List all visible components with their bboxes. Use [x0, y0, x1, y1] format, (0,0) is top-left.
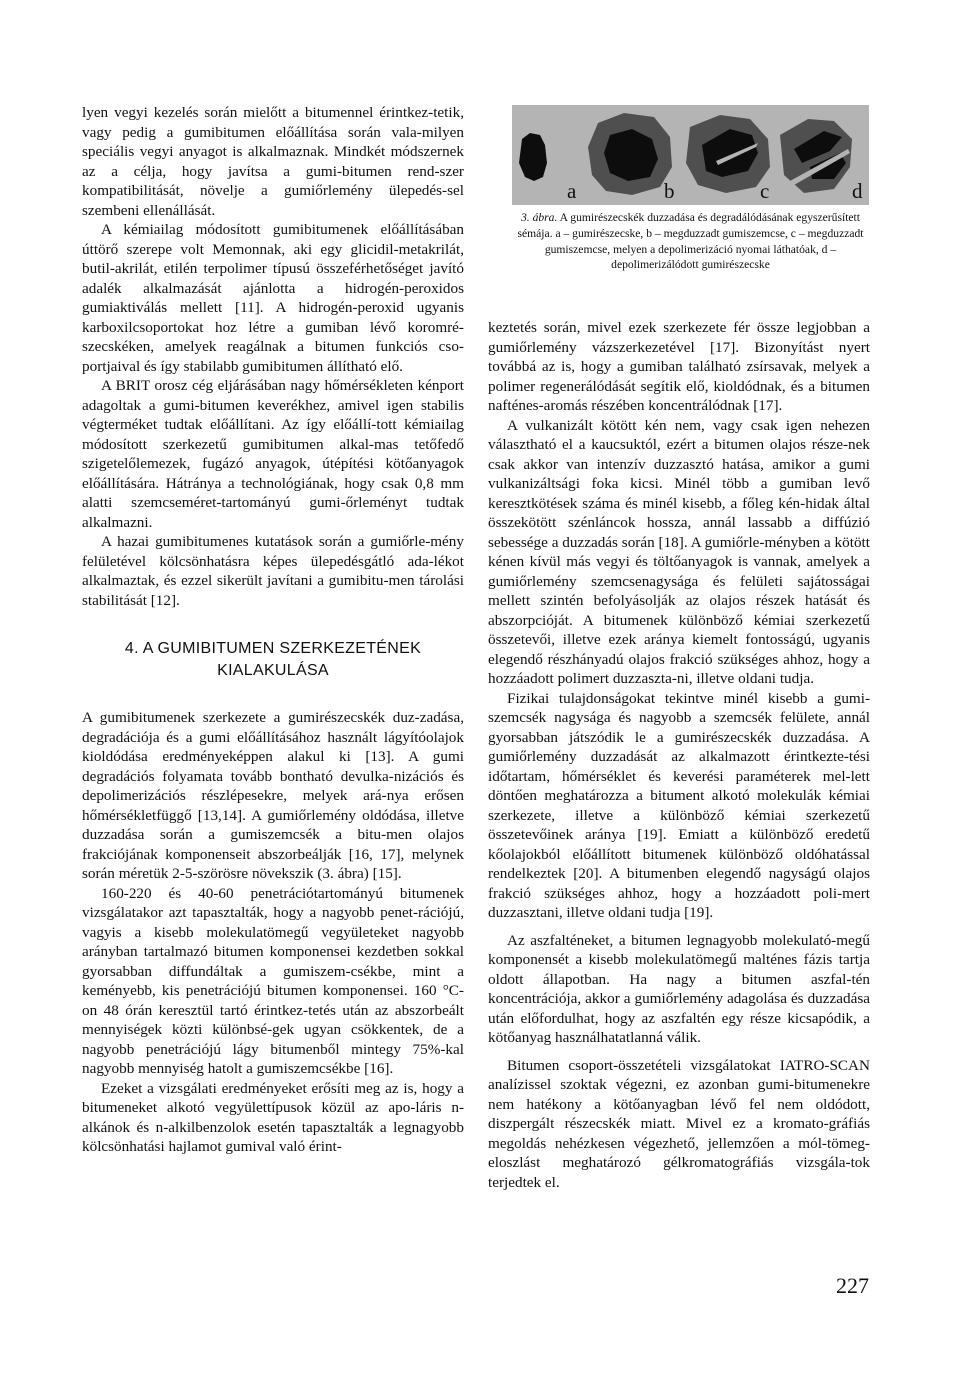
left-column [82, 103, 464, 1157]
paragraph: A BRIT orosz cég eljárásában nagy hőmérsékleten kénport adagoltak a gumi-bitumen keverékhez, amivel igen stabilis végterméket tudtak előállítani. Az így előállí-tott kémiailag módosított szerkezetű gumibitumen alkal-mas tetőfedő szigetelőlemezek, fugázó anyagok, útépítési kötőanyagok előállítására. Hátránya a technológiának, hogy csak 0,8 mm alatti szemcseméret-tartományú gumi-őrleményt tudtak alkalmazni. [82, 377, 464, 531]
figure-caption-text: A gumirészecskék duzzadása és degradálódásának egyszerűsített sémája. a – gumirészecske, b – megduzzadt gumiszemcse, c – megduzzadt gumiszemcse, melyen a depolimerizáció nyomai láthatóak, d – depolimerizálódott gumirészecske [517, 211, 864, 272]
figure-3 [512, 105, 869, 273]
figure-label-d: d [852, 179, 863, 203]
paragraph: keztetés során, mivel ezek szerkezete fér össze legjobban a gumiőrlemény vázszerkezetével [17]. Bizonyítást nyert továbbá az is, hogy a gumiban található zsírsavak, melyek a polimer regenerálódását segítik elő, kioldódnak, és a bitumen nafténes-aromás részében koncentrálódnak [17]. [488, 319, 870, 414]
paragraph: A kémiailag módosított gumibitumenek előállításában úttörő szerepe volt Memonnak, aki egy glicidil-metakrilát, butil-akrilát, etilén terpolimer típusú összeférhetőséget javító adalék alkalmazását ajánlotta a hidrogén-peroxidos gumiaktiválás mellett [11]. A hidrogén-peroxid ugyanis karboxilcsoportokat hoz létre a gumiban lévő koromré-szecskéken, amelyek reagálnak a bitumen funkciós cso-portjaival és így stabilabb gumibitumen állítható elő. [82, 221, 464, 375]
figure-label-a: a [567, 179, 577, 203]
paragraph: Ezeket a vizsgálati eredményeket erősíti meg az is, hogy a bitumeneket alkotó vegyülettípusok közül az apo-láris n-alkánok és n-alkilbenzolok esetén tapasztalták a legnagyobb kölcsönhatási hajlamot gumival való érint- [82, 1079, 464, 1155]
figure-caption-lead: 3. ábra. [520, 211, 558, 224]
figure-label-c: c [760, 179, 770, 203]
paragraph: A hazai gumibitumenes kutatások során a gumiőrle-mény felületével kölcsönhatásra képes ülepedésgátló ada-lékot alkalmaztak, és ezzel sikerült javítani a gumibitu-men tárolási stabilitását [12]. [82, 533, 464, 609]
paragraph: lyen vegyi kezelés során mielőtt a bitumennel érintkez-tetik, vagy pedig a gumibitumen előállítása során vala-milyen speciális vegyi anyagot is alkalmaznak. Mindkét módszernek az a célja, hogy javítsa a gumi-bitumen rend-szer kompatibilitását, növelje a gumiőrlemény ülepedés-sel szembeni ellenállását. [82, 104, 464, 219]
section-heading [82, 638, 464, 682]
paragraph: A vulkanizált kötött kén nem, vagy csak igen nehezen választható el a kaucsuktól, ezért a bitumen olajos része-nek csak akkor van intenzív duzzasztó hatása, amikor a gumi vulkanizáltsági foka kicsi. Minél több a gumiban levő keresztkötések száma és minél kisebb, a főleg kén-hidak által összekötött szénláncok hossza, annál lassabb a diffúzió sebessége a duzzadás során [18]. A gumiőrle-ményben a kötött kénen kívül más vegyi és töltőanyagok is vannak, amelyek a gumiőrlemény szemcsenagysága és felületi sajátosságai mellett szintén befolyásolják az olajos részek hatását és abszorpcióját. A bitumenek különböző kémiai szerkezetű összetevői, illetve ezek aránya kiemelt fontosságú, ugyanis elegendő részhányadú olajos frakció szükséges ahhoz, hogy a hozzáadott polimert duzzaszta-ni, illetve oldani tudja. [488, 416, 870, 687]
page-number: 227 [836, 1273, 869, 1298]
section-heading-line-1: 4. A GUMIBITUMEN SZERKEZETÉNEK [124, 640, 422, 657]
right-column [488, 318, 870, 1192]
figure-image [512, 105, 869, 205]
paragraph: Az aszfalténeket, a bitumen legnagyobb molekulató-megű komponensét a kisebb molekulatömegű malténes fázis tartja oldott állapotban. Ha nagy a bitumen aszfal-tén koncentrációja, akkor a gumiőrlemény adagolása és duzzadása után előfordulhat, hogy az aszfaltén egy része kicsapódik, a kötőanyag használhatatlanná válik. [488, 931, 870, 1046]
figure-label-b: b [664, 179, 675, 203]
paragraph: A gumibitumenek szerkezete a gumirészecskék duz-zadása, degradációja és a gumi előállításához használt lágyítóolajok kioldódása eredményeképpen alakul ki [13]. A gumi degradációs folyamata tovább bontható devulka-nizációs és depolimerizációs részlépesekre, melyek ará-nya erősen hőmérsékletfüggő [13,14]. A gumiőrlemény oldódása, illetve duzzadása során a gumiszemcsék a bitu-men olajos frakciójának komponenseit abszorbeálják [16, 17], melynek során méretük 2-5-szörösre növekszik (3. ábra) [15]. [82, 709, 464, 882]
paragraph: Fizikai tulajdonságokat tekintve minél kisebb a gumi-szemcsék nagysága és nagyobb a szemcsék felülete, annál gyorsabban játszódik le a gumirészecskék duzzadása. A gumiőrlemény duzzadását az alkalmazott érintkezte-tési időtartam, hőmérséklet és keverési paraméterek mel-lett döntően meghatározza a bitument alkotó molekulák kémiai szerkezete, illetve a különböző kémiai szerkezetű összetevőinek aránya [19]. Emiatt a különböző eredetű kőolajokból előállított bitumenek különböző oldóhatással rendelkeztek [20]. A bitumenben elegendő nagyságú olajos frakció szükséges ahhoz, hogy a hozzáadott poli-mert duzzasztani, illetve oldani tudja [19]. [488, 689, 870, 921]
figure-caption [512, 210, 869, 273]
paragraph: Bitumen csoport-összetételi vizsgálatokat IATRO-SCAN analízissel szoktak végezni, ez azonban gumi-bitumenekre nem hatékony a kötőanyagban lévő fel nem oldódott, diszpergált részecskék miatt. Mivel ez a kromato-gráfiás megoldás nehézkesen végezhető, jellemzően a mól-tömeg-eloszlást meghatározó gélkromatográfiás vizsgála-tok terjedtek el. [488, 1056, 870, 1191]
paragraph: 160-220 és 40-60 penetrációtartományú bitumenek vizsgálatakor azt tapasztalták, hogy a nagyobb penet-rációjú, vagyis a kisebb molekulatömegű vegyületeket nagyobb arányban tartalmazó bitumen komponensei kezdetben sokkal gyorsabban diffundáltak a gumiszem-csékbe, mint a keményebb, kis penetrációjú bitumen komponensei. 160 °C-on 48 órán keresztül tartó érintkez-tetés után az abszorbeált mennyiségek közti különbsé-gek ugyan csökkentek, de a nagyobb penetrációjú lágy bitumenből mintegy 75%-kal nagyobb mennyiség hatolt a gumiszemcsékbe [16]. [82, 884, 464, 1077]
section-heading-line-2: KIALAKULÁSA [217, 662, 329, 679]
